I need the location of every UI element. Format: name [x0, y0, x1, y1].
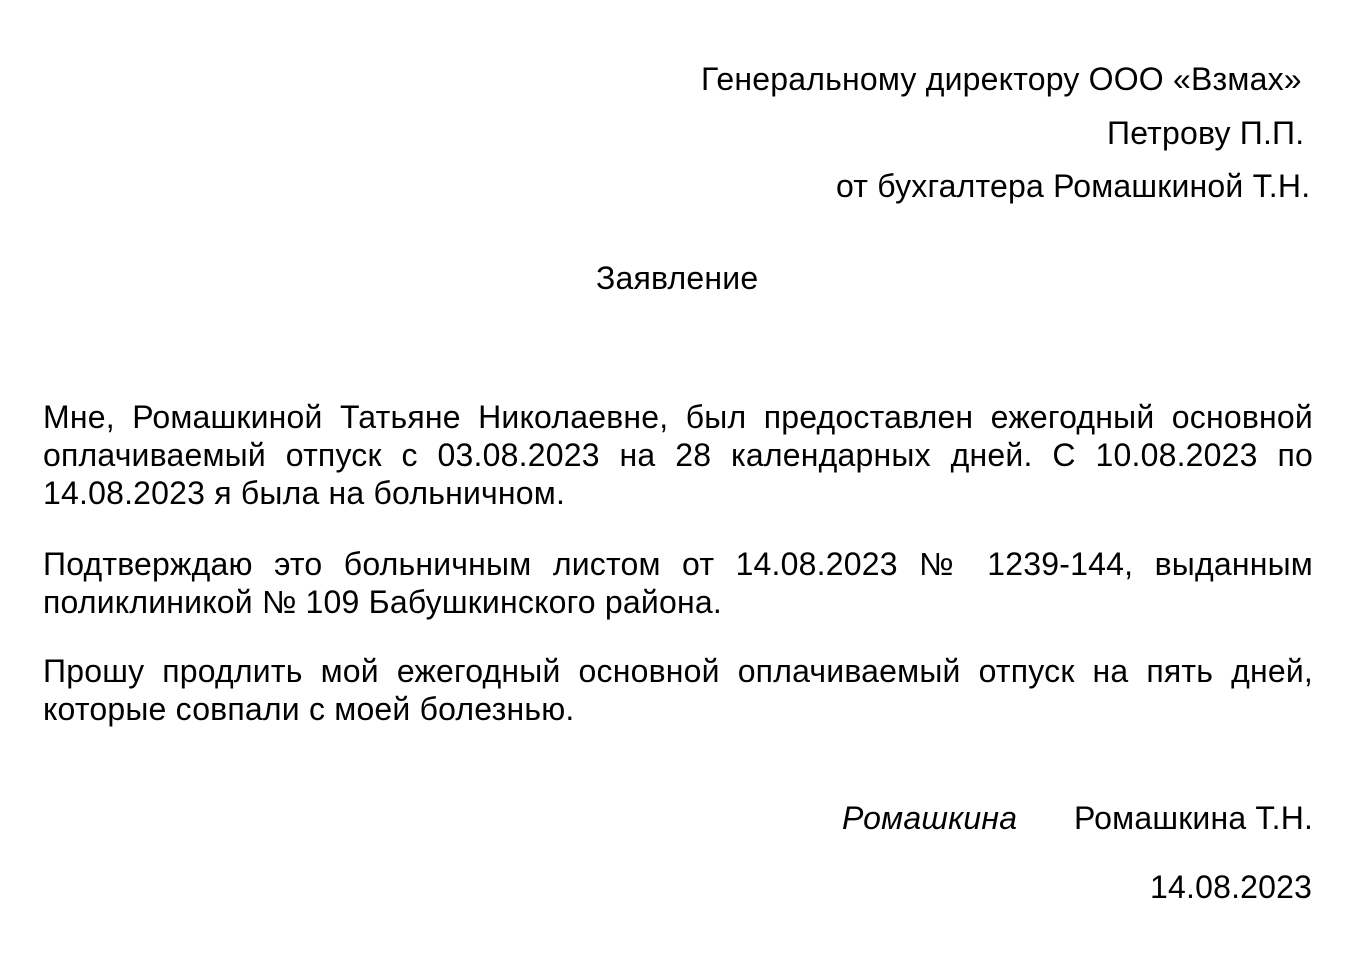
body-paragraph-3: Прошу продлить мой ежегодный основной оплачиваемый отпуск на пять дней, которые совпали с моей болезнью. [43, 653, 1313, 727]
signer-name: Ромашкина Т.Н. [1074, 800, 1314, 836]
sender-line: от бухгалтера Ромашкиной Т.Н. [836, 168, 1311, 204]
handwritten-signature: Ромашкина [842, 800, 1018, 836]
addressee-line-1: Генеральному директору ООО «Взмах» [701, 61, 1302, 97]
document-title: Заявление [596, 260, 759, 296]
body-paragraph-1: Мне, Ромашкиной Татьяне Николаевне, был предоставлен ежегодный основной оплачиваемый отпуск с 03.08.2023 на 28 календарных дней. С 10.08.2023 по 14.08.2023 я была на больничном. [43, 399, 1313, 511]
addressee-line-2: Петрову П.П. [1107, 115, 1305, 151]
body-paragraph-2: Подтверждаю это больничным листом от 14.08.2023 № 1239-144, выданным поликлиникой № 109 Бабушкинского района. [43, 546, 1313, 620]
document-date: 14.08.2023 [1150, 869, 1313, 905]
